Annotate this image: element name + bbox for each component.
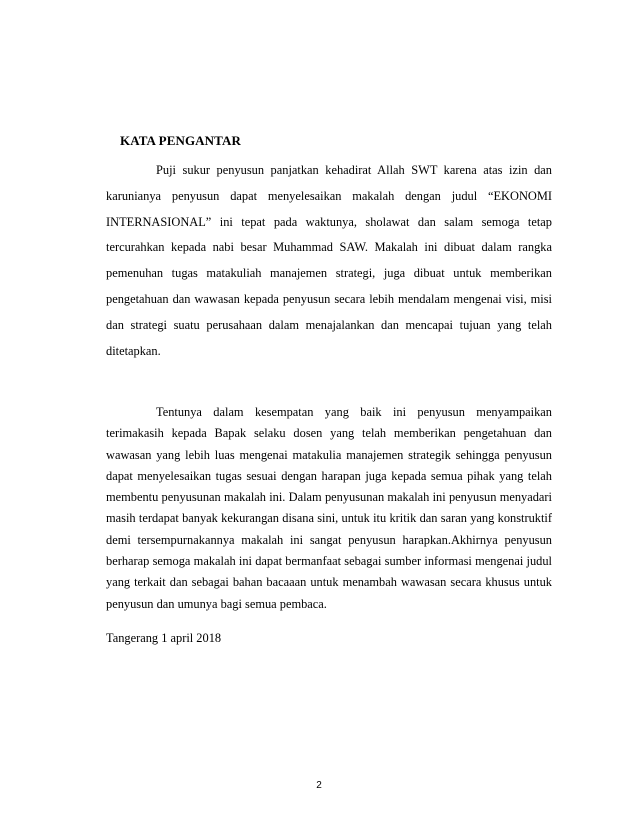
paragraph-opening: Puji sukur penyusun panjatkan kehadirat Allah SWT karena atas izin dan karunianya penyusun dapat menyelesaikan makalah dengan judul “EKONOMI INTERNASIONAL” ini tepat pada waktunya, sholawat dan salam semoga tetap tercurahkan kepada nabi besar Muhammad SAW. Makalah ini dibuat dalam rangka pemenuhan tugas matakuliah manajemen strategi, juga dibuat untuk memberikan pengetahuan dan wawasan kepada penyusun secara lebih mendalam mengenai visi, misi dan strategi suatu perusahaan dalam menajalankan dan mencapai tujuan yang telah ditetapkan.	[106, 163, 552, 358]
page-number: 2	[316, 780, 322, 791]
paragraph-acknowledgement: Tentunya dalam kesempatan yang baik ini penyusun menyampaikan terimakasih kepada Bapak selaku dosen yang telah memberikan pengetahuan dan wawasan yang lebih luas mengenai matakulia manajemen strategik sehingga penyusun dapat menyelesaikan tugas sesuai dengan harapan juga kepada semua pihak yang telah membentu penyusunan makalah ini. Dalam penyusunan makalah ini penyusun menyadari masih terdapat banyak kekurangan disana sini, untuk itu kritik dan saran yang konstruktif demi tersempurnakannya makalah ini sangat penyusun harapkan.Akhirnya penyusun berharap semoga makalah ini dapat bermanfaat sebagai sumber informasi mengenai judul yang terkait dan sebagai bahan bacaaan untuk menambah wawasan secara khusus untuk penyusun dan umunya bagi semua pembaca.	[106, 405, 552, 611]
page-title: KATA PENGANTAR	[120, 133, 241, 148]
closing-place-date: Tangerang 1 april 2018	[106, 631, 222, 645]
